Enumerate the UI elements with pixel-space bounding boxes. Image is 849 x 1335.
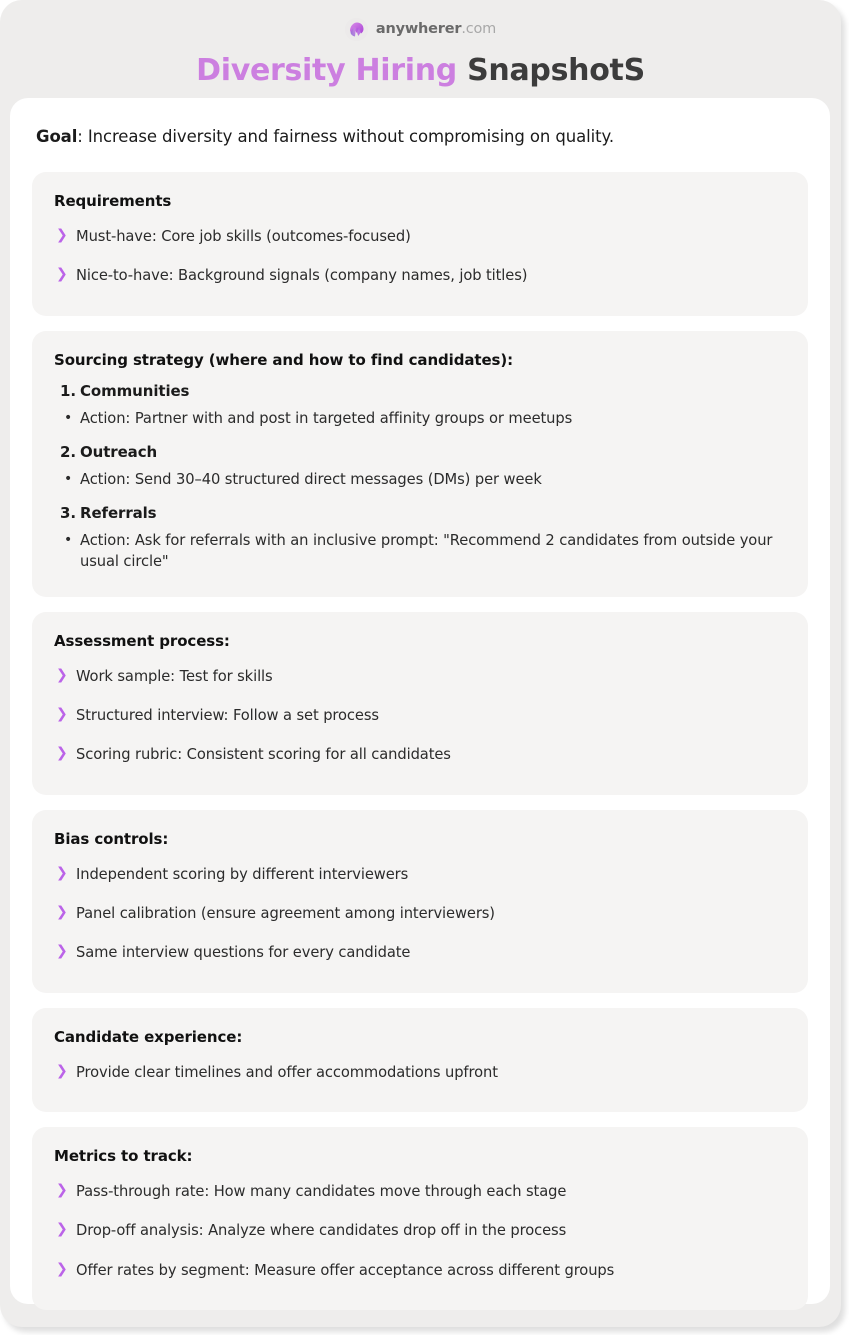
chevron-right-icon: ❯ bbox=[56, 226, 68, 243]
page-title-accent: Diversity Hiring bbox=[196, 53, 457, 88]
list-item-label: Structured interview: Follow a set process bbox=[76, 707, 379, 725]
list-item-label: Work sample: Test for skills bbox=[76, 667, 273, 685]
step-action-label: Action: Partner with and post in targeted affinity groups or meetups bbox=[80, 409, 573, 427]
step-heading bbox=[54, 498, 786, 522]
list-item-label: Drop-off analysis: Analyze where candidates drop off in the process bbox=[76, 1222, 567, 1240]
list-item-label: Same interview questions for every candidate bbox=[76, 944, 411, 962]
step-heading bbox=[54, 376, 786, 400]
list-item-label: Panel calibration (ensure agreement among interviewers) bbox=[76, 905, 495, 923]
list-item bbox=[54, 1053, 786, 1092]
brand-name: anywherer bbox=[375, 20, 462, 37]
bullet-dot-icon: • bbox=[64, 409, 73, 426]
bullet-list bbox=[54, 1172, 786, 1290]
list-item-label: Scoring rubric: Consistent scoring for all candidates bbox=[76, 746, 451, 764]
step-action bbox=[54, 400, 786, 433]
chevron-right-icon: ❯ bbox=[56, 1062, 68, 1079]
goal-label: Goal bbox=[36, 127, 78, 146]
numbered-list bbox=[54, 376, 786, 577]
section-title: Sourcing strategy (where and how to find candidates): bbox=[54, 350, 513, 369]
goal-separator: : bbox=[77, 127, 88, 146]
section-title: Candidate experience: bbox=[54, 1027, 243, 1046]
section-panel bbox=[32, 172, 808, 316]
list-item bbox=[54, 735, 786, 774]
numbered-list-item bbox=[54, 437, 786, 494]
section-panel bbox=[32, 331, 808, 597]
list-item bbox=[54, 696, 786, 735]
bullet-list bbox=[54, 657, 786, 775]
brand-text bbox=[376, 22, 496, 37]
chevron-right-icon: ❯ bbox=[56, 1221, 68, 1238]
list-item bbox=[54, 1172, 786, 1211]
list-item-label: Offer rates by segment: Measure offer acceptance across different groups bbox=[76, 1261, 615, 1279]
numbered-list-item bbox=[54, 376, 786, 433]
chevron-right-icon: ❯ bbox=[56, 943, 68, 960]
step-action bbox=[54, 461, 786, 494]
page-title bbox=[0, 54, 841, 89]
sections-container bbox=[32, 172, 808, 1310]
brand-tld: .com bbox=[461, 20, 497, 37]
goal-statement bbox=[32, 98, 808, 149]
list-item bbox=[54, 1251, 786, 1290]
chevron-right-icon: ❯ bbox=[56, 266, 68, 283]
list-item-label: Must-have: Core job skills (outcomes-focused) bbox=[76, 227, 411, 245]
goal-text: Increase diversity and fairness without compromising on quality. bbox=[87, 127, 614, 146]
section-title: Bias controls: bbox=[54, 829, 169, 848]
section-title: Requirements bbox=[54, 191, 172, 210]
list-item-label: Pass-through rate: How many candidates move through each stage bbox=[76, 1182, 567, 1200]
section-panel bbox=[32, 810, 808, 993]
list-item bbox=[54, 256, 786, 295]
numbered-list-item bbox=[54, 498, 786, 577]
bullet-list bbox=[54, 217, 786, 296]
section-panel bbox=[32, 1008, 808, 1112]
bullet-dot-icon: • bbox=[64, 532, 73, 549]
step-number: 3. bbox=[60, 504, 76, 523]
list-item-label: Independent scoring by different interviewers bbox=[76, 865, 409, 883]
bullet-list bbox=[54, 1053, 786, 1092]
page-title-main: SnapshotS bbox=[456, 53, 645, 88]
list-item bbox=[54, 894, 786, 933]
bullet-dot-icon: • bbox=[64, 470, 73, 487]
step-number: 2. bbox=[60, 442, 76, 461]
chevron-right-icon: ❯ bbox=[56, 1260, 68, 1277]
chevron-right-icon: ❯ bbox=[56, 706, 68, 723]
bullet-list bbox=[54, 855, 786, 973]
step-action bbox=[54, 522, 786, 577]
step-name: Referrals bbox=[80, 504, 157, 523]
step-number: 1. bbox=[60, 381, 76, 400]
document-header bbox=[0, 0, 841, 89]
section-panel bbox=[32, 1127, 808, 1310]
section-panel bbox=[32, 612, 808, 795]
list-item bbox=[54, 217, 786, 256]
step-name: Communities bbox=[80, 381, 190, 400]
list-item bbox=[54, 1211, 786, 1250]
step-action-label: Action: Ask for referrals with an inclusive prompt: "Recommend 2 candidates from outside your usual circle" bbox=[80, 532, 773, 571]
content-card bbox=[10, 98, 830, 1304]
section-title: Assessment process: bbox=[54, 631, 230, 650]
chevron-right-icon: ❯ bbox=[56, 666, 68, 683]
step-heading bbox=[54, 437, 786, 461]
list-item-label: Nice-to-have: Background signals (company names, job titles) bbox=[76, 267, 528, 285]
list-item-label: Provide clear timelines and offer accommodations upfront bbox=[76, 1063, 498, 1081]
chevron-right-icon: ❯ bbox=[56, 1181, 68, 1198]
chevron-right-icon: ❯ bbox=[56, 864, 68, 881]
chevron-right-icon: ❯ bbox=[56, 904, 68, 921]
list-item bbox=[54, 933, 786, 972]
step-action-label: Action: Send 30–40 structured direct messages (DMs) per week bbox=[80, 470, 542, 488]
brand-lockup bbox=[0, 14, 841, 44]
step-name: Outreach bbox=[80, 442, 158, 461]
section-title: Metrics to track: bbox=[54, 1146, 193, 1165]
globe-logo-icon bbox=[345, 18, 368, 41]
chevron-right-icon: ❯ bbox=[56, 745, 68, 762]
list-item bbox=[54, 657, 786, 696]
list-item bbox=[54, 855, 786, 894]
